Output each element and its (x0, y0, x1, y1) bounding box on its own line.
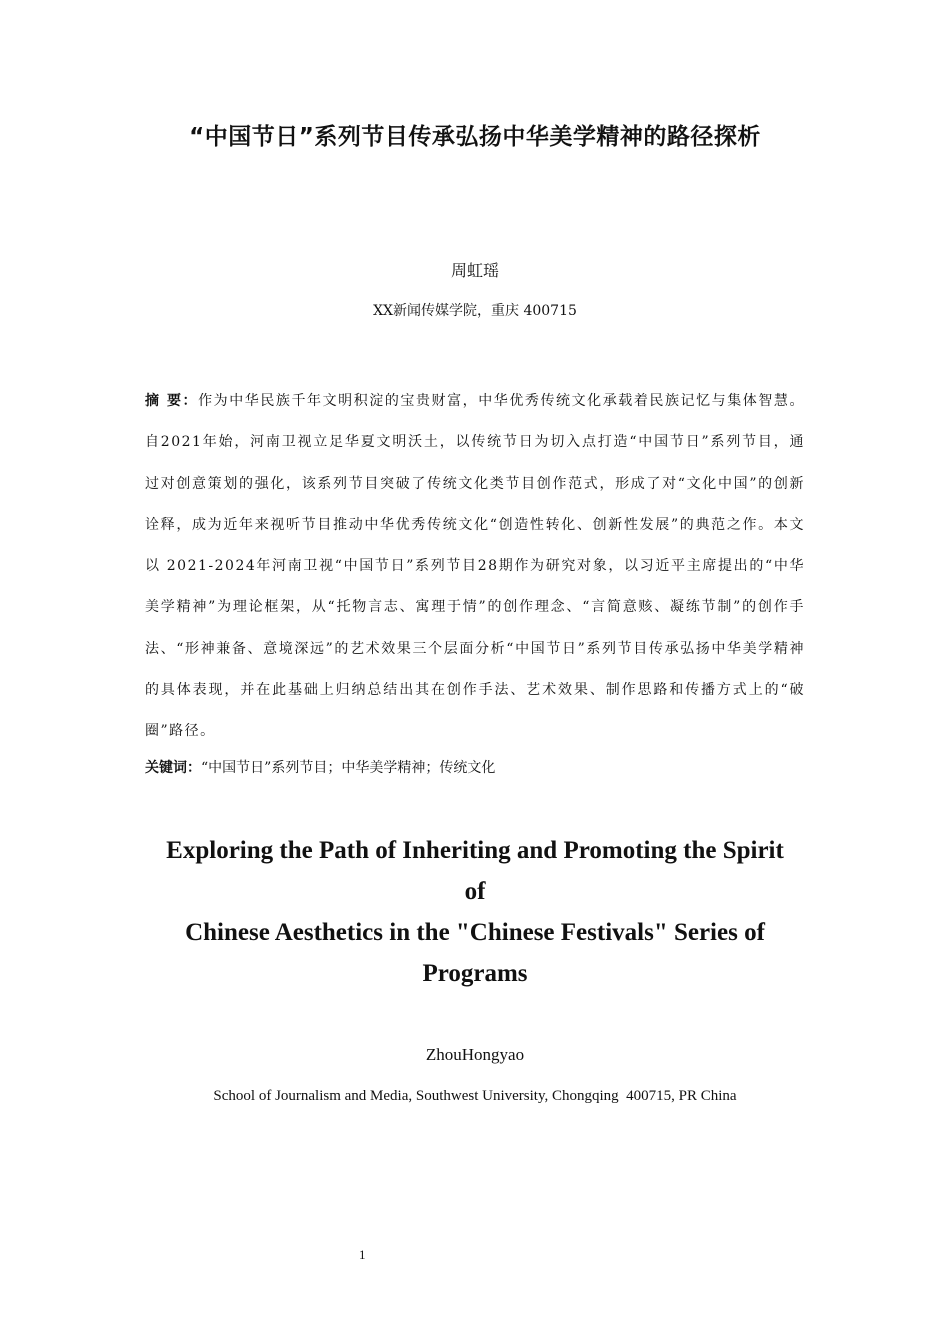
abstract-line: 艺术效果三个层面分析“中国节日”系列节目传承弘扬中华美学精神的具体表现，并在此 (145, 640, 805, 699)
chinese-title: “中国节日”系列节目传承弘扬中华美学精神的路径探析 (189, 124, 761, 150)
english-author-name: ZhouHongyao (425, 1045, 525, 1064)
english-title-line: Programs (422, 960, 528, 987)
chinese-author-name: 周虹瑶 (450, 261, 499, 280)
english-title-line: Chinese Aesthetics in the "Chinese Festivals" Series of (185, 919, 765, 946)
abstract-line: 基础上归纳总结出其在创作手法、艺术效果、制作思路和传播方式上的“破圈”路径。 (145, 682, 806, 740)
abstract-line: 理于情”的创作理念、“言简意赅、凝练节制”的创作手法、“形神兼备、意境深远”的 (145, 599, 805, 657)
abstract-line: 成了对“文化中国”的创新诠释，成为近年来视听节目推动中华优秀传统文化“创造性转 (145, 475, 805, 533)
abstract-line: 作为中华民族千年文明积淀的宝贵财富，中华优秀传统文化承载着民族记忆与集体 (198, 393, 759, 409)
abstract-line: 期作为研究对象，以习近平主席提出的“中华美学精神”为理论框架，从“托物言志、寓 (145, 558, 806, 616)
english-title-line: of (464, 878, 486, 905)
chinese-affiliation: XX新闻传媒学院，重庆 400715 (373, 303, 577, 319)
abstract-line: 智慧。自2021年始，河南卫视立足华夏文明沃土，以传统节日为切入点打造“中国节 (145, 393, 805, 451)
page-number: 1 (359, 1247, 366, 1262)
chinese-keywords (145, 756, 805, 780)
abstract-label: 摘 要： (145, 393, 199, 409)
chinese-abstract (145, 381, 805, 753)
keywords-text: “中国节日”系列节目；中华美学精神；传统文化 (201, 760, 496, 776)
english-title (140, 830, 810, 994)
abstract-line: 化、创新性发展”的典范之作。本文以 2021-2024年河南卫视“中国节日”系列节目28 (145, 516, 805, 575)
abstract-line: 日”系列节目，通过对创意策划的强化，该系列节目突破了传统文化类节目创作范式，形 (145, 434, 805, 492)
english-title-line: Exploring the Path of Inheriting and Promoting the Spirit (166, 837, 784, 864)
english-affiliation: School of Journalism and Media, Southwest University, Chongqing 400715, PR China (213, 1088, 737, 1104)
keywords-label: 关键词： (145, 760, 201, 776)
